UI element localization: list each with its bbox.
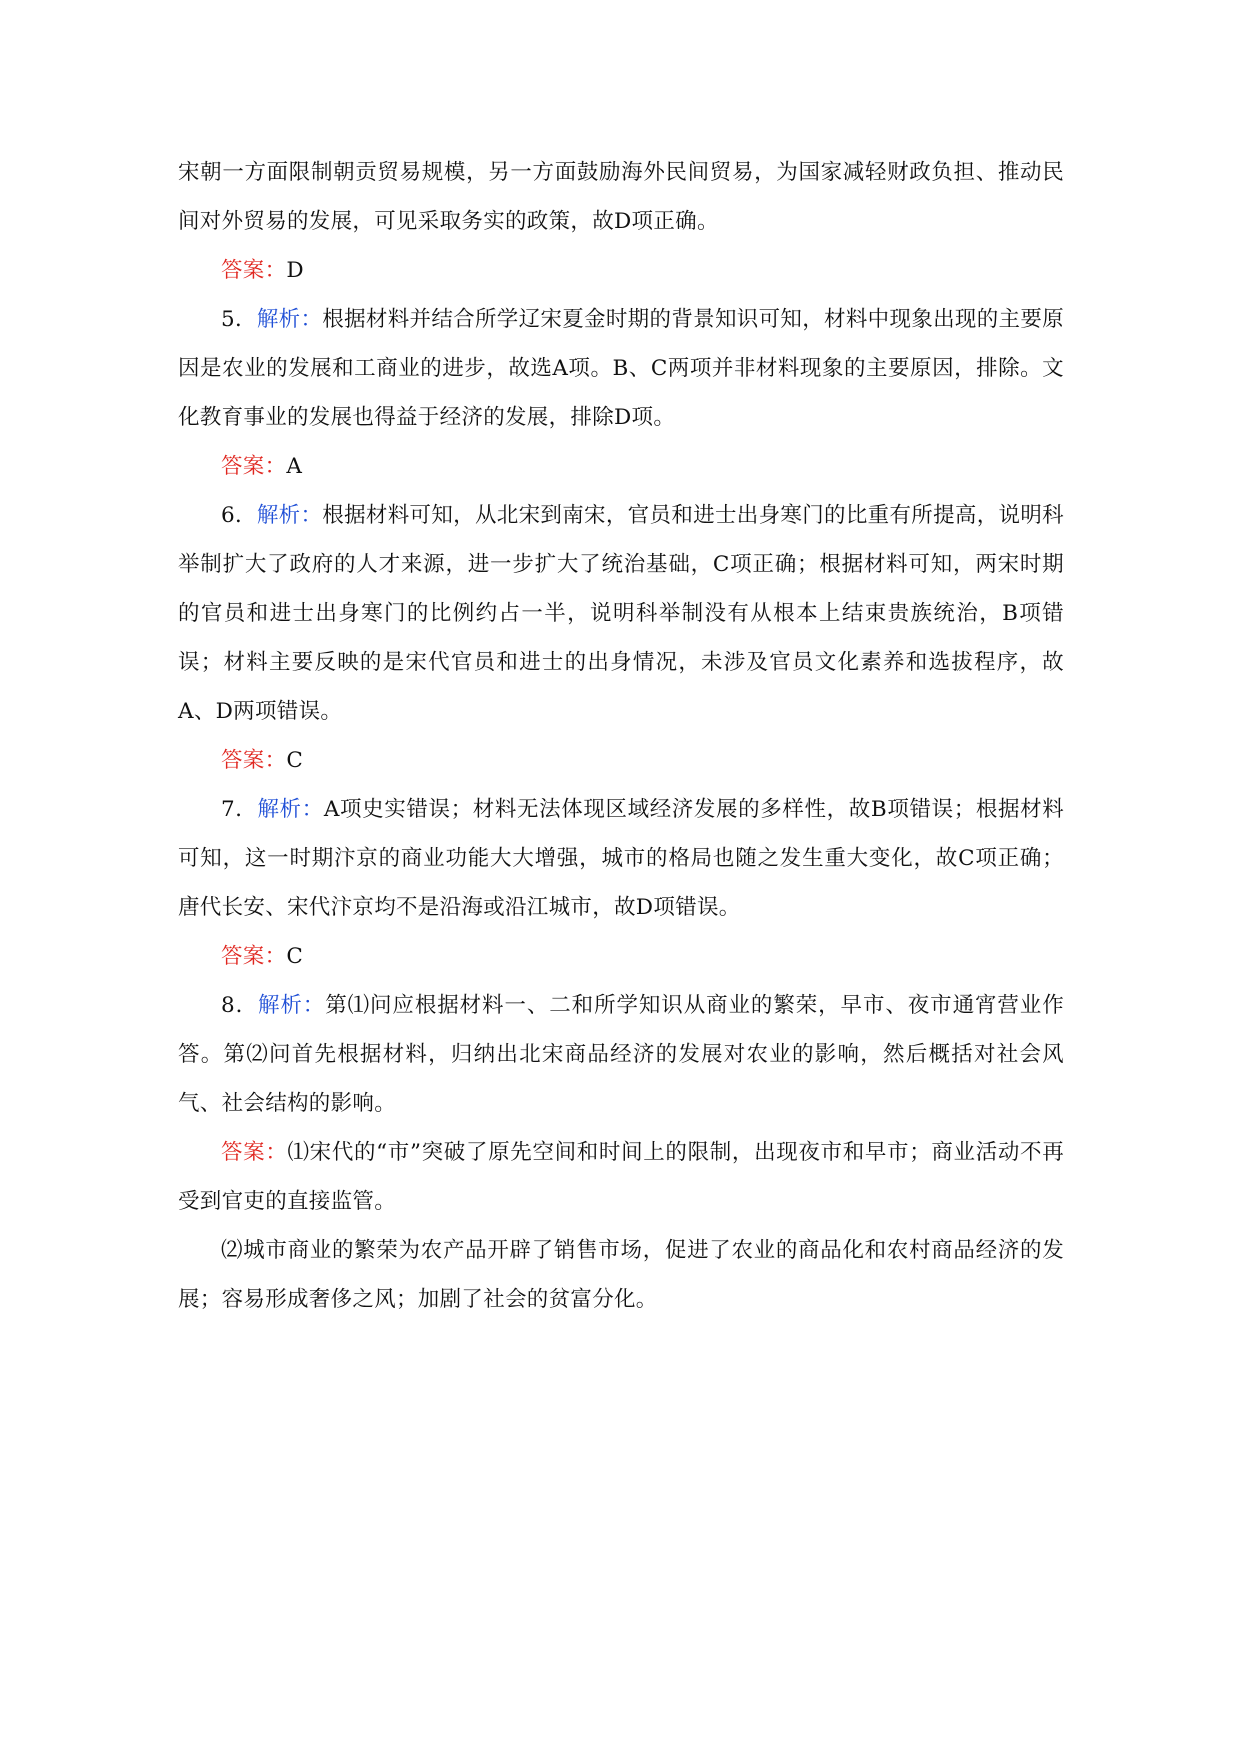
analysis-7: [178, 785, 1064, 932]
analysis-label: 解析：: [256, 307, 323, 332]
answer-value: D: [286, 258, 304, 283]
answer-label: 答案：: [221, 1140, 288, 1165]
analysis-5: [178, 295, 1064, 442]
answer-value: C: [286, 944, 304, 969]
paragraph-q4-continuation: [178, 148, 1064, 246]
q4-continuation-text: 宋朝一方面限制朝贡贸易规模，另一方面鼓励海外民间贸易，为国家减轻财政负担、推动民间对外贸易的发展，可见采取务实的政策，故D项正确。: [178, 160, 1064, 234]
analysis-label: 解析：: [256, 503, 323, 528]
answer-5: [178, 442, 1064, 491]
question-number: 6．: [221, 503, 257, 528]
question-number: 8．: [221, 993, 258, 1018]
question-number: 5．: [221, 307, 257, 332]
analysis-label: 解析：: [258, 993, 326, 1018]
answer-label: 答案：: [221, 944, 287, 969]
answer-4: [178, 246, 1064, 295]
answer-label: 答案：: [221, 454, 287, 479]
analysis-6: [178, 491, 1064, 736]
analysis-8: [178, 981, 1064, 1128]
answer-value: C: [286, 748, 304, 773]
answer-6: [178, 736, 1064, 785]
analysis-label: 解析：: [257, 797, 324, 822]
answer-text: ⑴宋代的“市”突破了原先空间和时间上的限制，出现夜市和早市；商业活动不再受到官吏的直接监管。: [178, 1140, 1064, 1214]
analysis-text: A项史实错误；材料无法体现区域经济发展的多样性，故B项错误；根据材料可知，这一时期汴京的商业功能大大增强，城市的格局也随之发生重大变化，故C项正确；唐代长安、宋代汴京均不是沿海或沿江城市，故D项错误。: [178, 797, 1065, 920]
analysis-text: 根据材料可知，从北宋到南宋，官员和进士出身寒门的比重有所提高，说明科举制扩大了政府的人才来源，进一步扩大了统治基础，C项正确；根据材料可知，两宋时期的官员和进士出身寒门的比例约占一半，说明科举制没有从根本上结束贵族统治，B项错误；材料主要反映的是宋代官员和进士的出身情况，未涉及官员文化素养和选拔程序，故A、D两项错误。: [178, 503, 1064, 724]
question-number: 7．: [221, 797, 258, 822]
answer-8-part2: [178, 1226, 1064, 1324]
answer-label: 答案：: [221, 258, 287, 283]
answer-text: ⑵城市商业的繁荣为农产品开辟了销售市场，促进了农业的商品化和农村商品经济的发展；容易形成奢侈之风；加剧了社会的贫富分化。: [178, 1238, 1064, 1312]
analysis-text: 根据材料并结合所学辽宋夏金时期的背景知识可知，材料中现象出现的主要原因是农业的发展和工商业的进步，故选A项。B、C两项并非材料现象的主要原因，排除。文化教育事业的发展也得益于经济的发展，排除D项。: [178, 307, 1064, 430]
document-page: [178, 148, 1064, 1324]
answer-label: 答案：: [221, 748, 287, 773]
answer-7: [178, 932, 1064, 981]
answer-8-part1: [178, 1128, 1064, 1226]
analysis-text: 第⑴问应根据材料一、二和所学知识从商业的繁荣，早市、夜市通宵营业作答。第⑵问首先根据材料，归纳出北宋商品经济的发展对农业的影响，然后概括对社会风气、社会结构的影响。: [178, 993, 1065, 1116]
answer-value: A: [286, 454, 303, 479]
